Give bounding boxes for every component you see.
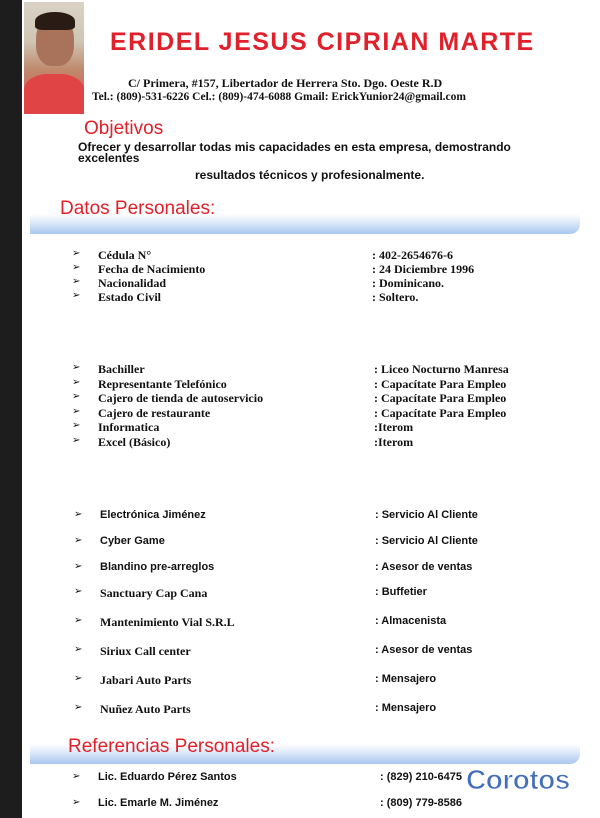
bullet-arrow-icon: ➢ bbox=[74, 702, 83, 713]
education-label: Informatica bbox=[98, 420, 160, 434]
bullet-arrow-icon: ➢ bbox=[72, 797, 81, 808]
education-value: :Iterom bbox=[374, 420, 414, 434]
bullet-arrow-icon: ➢ bbox=[74, 509, 83, 520]
personal-label: Fecha de Nacimiento bbox=[98, 262, 206, 276]
references-value: : (809) 779-8586 bbox=[380, 797, 462, 809]
personal-value: : 402-2654676-6 bbox=[372, 248, 453, 262]
education-row bbox=[72, 362, 592, 376]
experience-row bbox=[74, 586, 594, 600]
personal-row bbox=[72, 290, 592, 304]
bullet-arrow-icon: ➢ bbox=[74, 586, 83, 597]
personal-label: Nacionalidad bbox=[98, 276, 167, 290]
experience-row bbox=[74, 644, 594, 658]
experience-value: : Buffetier bbox=[375, 586, 427, 598]
personal-label: Estado Civil bbox=[98, 290, 162, 304]
experience-label: Nuñez Auto Parts bbox=[100, 702, 191, 716]
bullet-arrow-icon: ➢ bbox=[74, 644, 83, 655]
experience-label: Cyber Game bbox=[100, 535, 165, 547]
bullet-arrow-icon: ➢ bbox=[72, 435, 81, 446]
education-label: Excel (Básico) bbox=[98, 435, 171, 449]
experience-row bbox=[74, 535, 594, 549]
personal-value: : Dominicano. bbox=[372, 276, 444, 290]
references-label: Lic. Emarle M. Jiménez bbox=[98, 797, 219, 809]
experience-value: : Asesor de ventas bbox=[375, 644, 473, 656]
experience-label: Electrónica Jiménez bbox=[100, 509, 206, 521]
bullet-arrow-icon: ➢ bbox=[72, 276, 81, 287]
education-label: Bachiller bbox=[98, 362, 145, 376]
experience-row bbox=[74, 561, 594, 575]
bullet-arrow-icon: ➢ bbox=[74, 615, 83, 626]
objectives-text-1: Ofrecer y desarrollar todas mis capacidades en esta empresa, demostrando excelentes bbox=[78, 140, 511, 165]
objectives-title: Objetivos bbox=[84, 118, 164, 139]
references-title: Referencias Personales: bbox=[68, 736, 275, 757]
bullet-arrow-icon: ➢ bbox=[74, 535, 83, 546]
address-line: C/ Primera, #157, Libertador de Herrera Sto. Dgo. Oeste R.D bbox=[128, 76, 443, 90]
experience-value: : Mensajero bbox=[375, 702, 437, 714]
bullet-arrow-icon: ➢ bbox=[72, 377, 81, 388]
contact-line: Tel.: (809)-531-6226 Cel.: (809)-474-6088 Gmail: ErickYunior24@gmail.com bbox=[92, 91, 466, 103]
personal-row bbox=[72, 248, 592, 262]
education-row bbox=[72, 420, 592, 434]
experience-label: Mantenimiento Vial S.R.L bbox=[100, 615, 235, 629]
experience-label: Sanctuary Cap Cana bbox=[100, 586, 208, 600]
experience-value: : Mensajero bbox=[375, 673, 437, 685]
experience-row bbox=[74, 673, 594, 687]
education-label: Cajero de tienda de autoservicio bbox=[98, 391, 264, 405]
bullet-arrow-icon: ➢ bbox=[72, 420, 81, 431]
bullet-arrow-icon: ➢ bbox=[72, 391, 81, 402]
experience-value: : Servicio Al Cliente bbox=[375, 509, 478, 521]
corotos-watermark: Corotos bbox=[466, 764, 570, 795]
bullet-arrow-icon: ➢ bbox=[72, 290, 81, 301]
bullet-arrow-icon: ➢ bbox=[72, 262, 81, 273]
personal-row bbox=[72, 262, 592, 276]
education-row bbox=[72, 391, 592, 405]
photo-shirt bbox=[24, 74, 84, 114]
education-row bbox=[72, 435, 592, 449]
personal-label: Cédula N° bbox=[98, 248, 152, 262]
candidate-name: ERIDEL JESUS CIPRIAN MARTE bbox=[110, 28, 535, 56]
references-label: Lic. Eduardo Pérez Santos bbox=[98, 771, 237, 783]
personal-data-title: Datos Personales: bbox=[60, 198, 216, 219]
experience-row bbox=[74, 509, 594, 523]
experience-value: : Asesor de ventas bbox=[375, 561, 473, 573]
bullet-arrow-icon: ➢ bbox=[72, 362, 81, 373]
personal-row bbox=[72, 276, 592, 290]
left-border bbox=[0, 0, 22, 818]
objectives-text-2: resultados técnicos y profesionalmente. bbox=[195, 168, 425, 182]
references-row bbox=[72, 797, 592, 811]
education-row bbox=[72, 406, 592, 420]
references-value: : (829) 210-6475 bbox=[380, 771, 462, 783]
experience-label: Blandino pre-arreglos bbox=[100, 561, 215, 573]
experience-label: Siriux Call center bbox=[100, 644, 191, 658]
bullet-arrow-icon: ➢ bbox=[72, 771, 81, 782]
experience-row bbox=[74, 702, 594, 716]
bullet-arrow-icon: ➢ bbox=[72, 248, 81, 259]
bullet-arrow-icon: ➢ bbox=[72, 406, 81, 417]
education-value: : Capacítate Para Empleo bbox=[374, 377, 507, 391]
personal-value: : 24 Diciembre 1996 bbox=[372, 262, 475, 276]
bullet-arrow-icon: ➢ bbox=[74, 561, 83, 572]
education-row bbox=[72, 377, 592, 391]
education-label: Representante Telefónico bbox=[98, 377, 227, 391]
education-value: : Capacítate Para Empleo bbox=[374, 406, 507, 420]
education-value: :Iterom bbox=[374, 435, 414, 449]
experience-value: : Almacenista bbox=[375, 615, 447, 627]
experience-value: : Servicio Al Cliente bbox=[375, 535, 478, 547]
photo-hair bbox=[35, 12, 75, 30]
education-label: Cajero de restaurante bbox=[98, 406, 211, 420]
education-value: : Capacítate Para Empleo bbox=[374, 391, 507, 405]
experience-label: Jabari Auto Parts bbox=[100, 673, 192, 687]
personal-value: : Soltero. bbox=[372, 290, 419, 304]
experience-row bbox=[74, 615, 594, 629]
education-value: : Liceo Nocturno Manresa bbox=[374, 362, 509, 376]
profile-photo bbox=[24, 2, 84, 114]
bullet-arrow-icon: ➢ bbox=[74, 673, 83, 684]
